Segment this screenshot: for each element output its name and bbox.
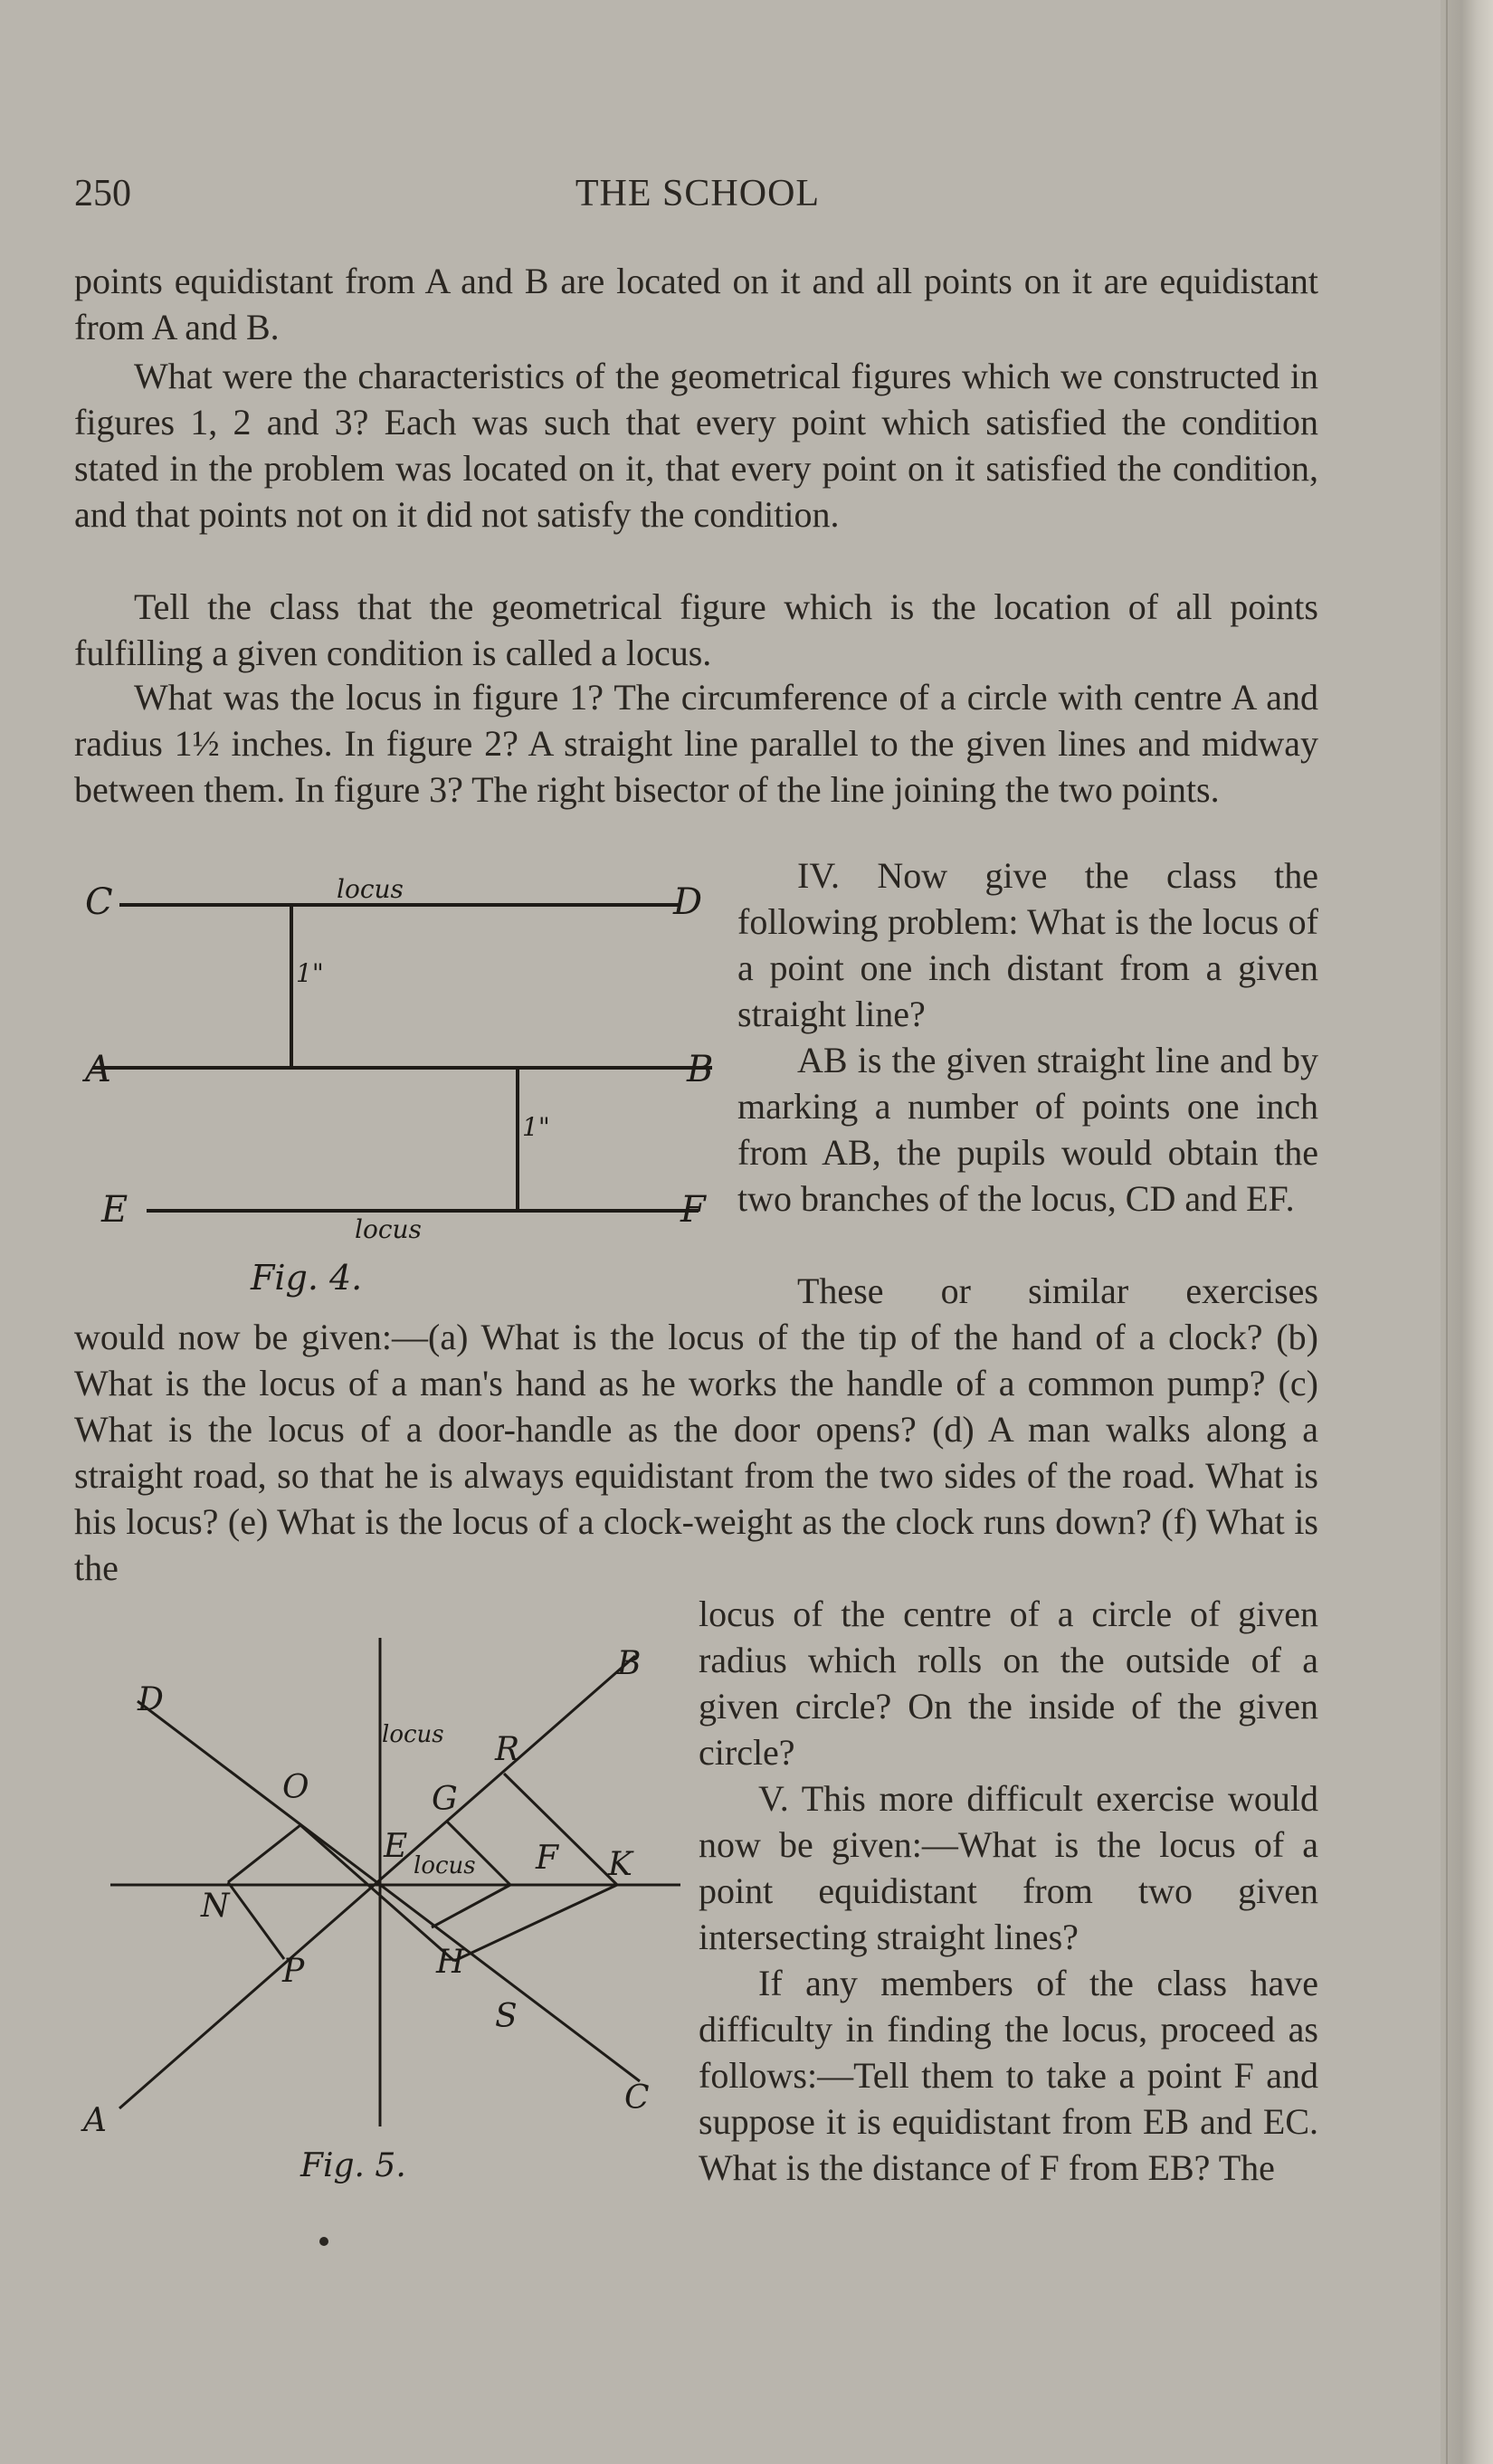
figure-5-drawing [74,1620,689,2199]
page-edge [1441,0,1493,2464]
figure-5-caption: Fig. 5. [300,2147,406,2184]
paragraph-5: IV. Now give the class the following problem: What is the locus of a point one inch distant from a given straight line? [737,855,1318,1034]
fig5-label-g: G [432,1781,458,1818]
fig5-label-h: H [436,1944,465,1981]
ink-dot [319,2237,328,2246]
fig5-label-c: C [624,2079,650,2117]
perp-o-s [300,1825,454,1961]
page-header [74,172,1321,221]
perp-h-f [432,1885,510,1927]
perp-r-k [504,1774,617,1885]
label-locus-bottom: locus [355,1214,422,1244]
paragraph-4: What was the locus in figure 1? The circumference of a circle with centre A and radius 1½ inches. In figure 2? A straight line parallel to the given lines and midway between them. In figure 3? The right bisector of the line joining the two points. [74,677,1318,810]
perp-n-p [228,1882,284,1959]
paragraph-2: What were the characteristics of the geometrical figures which we constructed in figures 1, 2 and 3? Each was such that every point which satisfied the condition stated in the problem was located on it, that every point on it satisfied the condition, and that points not on it did not satisfy the condition. [74,356,1318,535]
figure-4-drawing [74,860,735,1303]
fig5-label-b: B [617,1645,642,1682]
label-locus-top: locus [337,874,404,904]
label-inch-2: 1" [522,1112,550,1142]
page-number: 250 [74,173,131,214]
label-c: C [85,881,113,923]
label-f: F [680,1189,706,1231]
paragraph-1: points equidistant from A and B are located on it and all points on it are equidistant from A and B. [74,261,1318,347]
paragraph-3: Tell the class that the geometrical figure which is the location of all points fulfilling a given condition is called a locus. [74,586,1318,673]
figure-4-caption: Fig. 4. [251,1258,363,1298]
paragraph-7-end: locus of the centre of a circle of given radius which rolls on the outside of a given circle? On the inside of the given circle? [699,1594,1318,1773]
fig5-label-f: F [536,1840,558,1877]
fig5-label-locus-horizontal: locus [414,1852,476,1879]
fig5-label-r: R [495,1731,520,1768]
paragraph-7-start: These or similar exercises [797,1270,1318,1311]
fig5-label-e: E [384,1828,408,1865]
fig5-label-o: O [282,1769,309,1806]
fig5-label-a: A [83,2102,107,2139]
label-a: A [85,1049,111,1090]
page-edge-line [1446,0,1448,2464]
fig5-label-p: P [282,1953,305,1990]
fig5-label-s: S [495,1998,518,2035]
fig5-label-n: N [201,1888,230,1925]
perp-s-k [454,1885,617,1961]
label-inch-1: 1" [296,958,324,988]
paragraph-6: AB is the given straight line and by marking a number of points one inch from AB, the pupils would obtain the two branches of the locus, CD and EF. [737,1040,1318,1219]
figure-5 [74,1620,689,2199]
figure-4 [74,860,735,1303]
paragraph-7-middle: would now be given:—(a) What is the locus of the tip of the hand of a clock? (b) What is the locus of a man's hand as he works the handle of a common pump? (c) What is the locus of a door-handle as the door opens? (d) A man walks along a straight road, so that he is always equidistant from the two sides of the road. What is his locus? (e) What is the locus of a clock-weight as the clock runs down? (f) What is the [74,1317,1318,1588]
fig5-label-k: K [608,1846,632,1883]
perp-n-o [228,1825,300,1882]
fig5-label-d: D [138,1681,164,1718]
paragraph-8: V. This more difficult exercise would now be given:—What is the locus of a point equidistant from two given intersecting straight lines? [699,1778,1318,1957]
paragraph-9: If any members of the class have difficulty in finding the locus, proceed as follows:—Tell them to take a point F and suppose it is equidistant from EB and EC. What is the distance of F from EB? The [699,1963,1318,2188]
fig5-label-locus-vertical: locus [382,1721,444,1748]
label-b: B [687,1049,714,1090]
running-head: THE SCHOOL [575,173,821,214]
label-e: E [101,1189,128,1231]
label-d: D [673,881,703,923]
